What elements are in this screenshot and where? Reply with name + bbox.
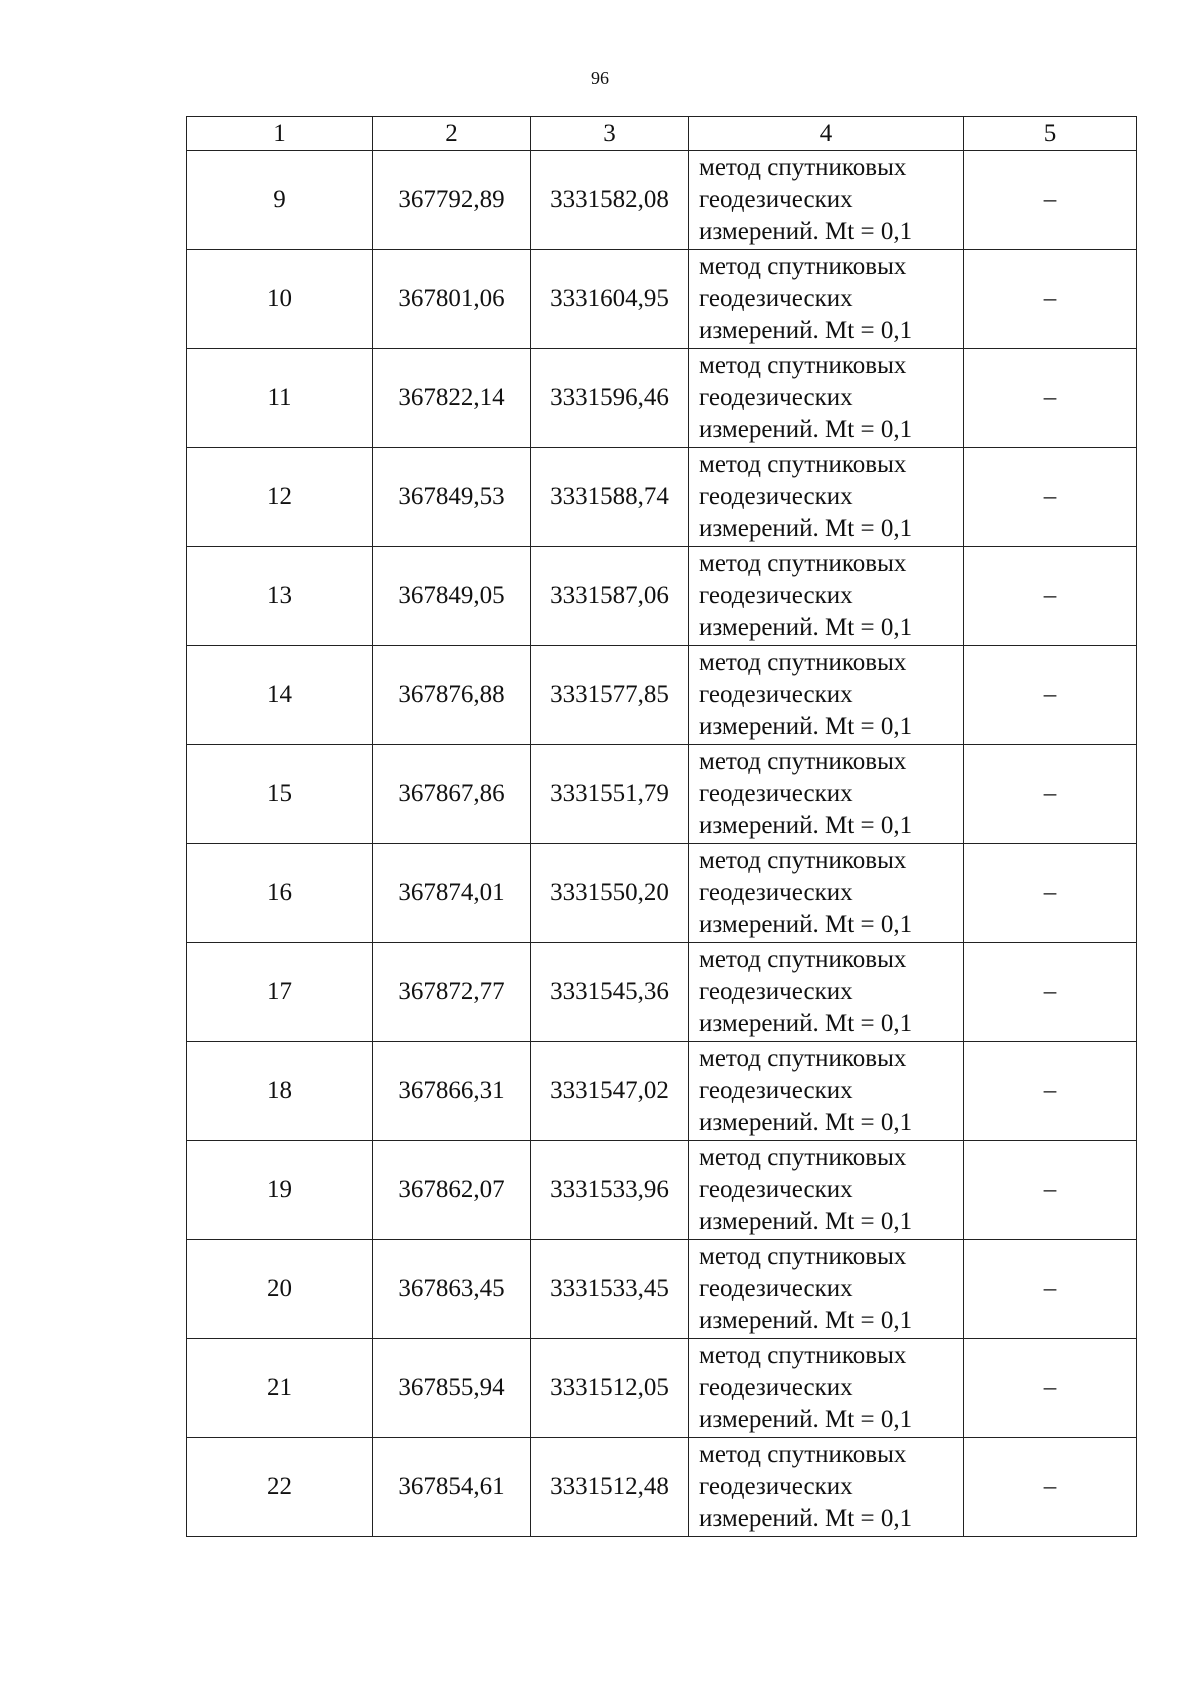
method-text-line: геодезических [699,1176,853,1203]
point-number-cell: 16 [187,844,373,943]
method-cell [689,844,964,943]
y-coordinate-cell: 3331551,79 [531,745,689,844]
method-text-line: геодезических [699,681,853,708]
note-cell: – [964,1339,1137,1438]
coordinates-table [186,116,1137,1537]
method-text-line: метод спутниковых [699,352,907,379]
column-header-3: 3 [531,117,689,151]
method-text-line: измерений. Mt = 0,1 [699,812,913,839]
method-cell [689,151,964,250]
x-coordinate-cell: 367863,45 [373,1240,531,1339]
method-cell [689,1438,964,1537]
point-number-cell: 18 [187,1042,373,1141]
method-text-line: измерений. Mt = 0,1 [699,1307,913,1334]
method-text-line: измерений. Mt = 0,1 [699,1208,913,1235]
point-number-cell: 10 [187,250,373,349]
method-text-line: метод спутниковых [699,451,907,478]
x-coordinate-cell: 367849,53 [373,448,531,547]
point-number-cell: 21 [187,1339,373,1438]
method-cell [689,1042,964,1141]
method-text-line: метод спутниковых [699,154,907,181]
page-number: 96 [591,68,609,88]
x-coordinate-cell: 367801,06 [373,250,531,349]
note-cell: – [964,1240,1137,1339]
column-header-5: 5 [964,117,1137,151]
method-text-line: метод спутниковых [699,748,907,775]
method-text-line: метод спутниковых [699,1243,907,1270]
point-number-cell: 14 [187,646,373,745]
table-row [187,1339,1137,1438]
point-number-cell: 22 [187,1438,373,1537]
note-cell: – [964,844,1137,943]
y-coordinate-cell: 3331547,02 [531,1042,689,1141]
x-coordinate-cell: 367822,14 [373,349,531,448]
method-cell [689,1240,964,1339]
method-text-line: измерений. Mt = 0,1 [699,317,913,344]
note-cell: – [964,943,1137,1042]
method-cell [689,943,964,1042]
method-text-line: геодезических [699,1077,853,1104]
point-number-cell: 20 [187,1240,373,1339]
note-cell: – [964,1438,1137,1537]
table-row [187,844,1137,943]
method-text-line: метод спутниковых [699,1441,907,1468]
x-coordinate-cell: 367876,88 [373,646,531,745]
note-cell: – [964,151,1137,250]
x-coordinate-cell: 367872,77 [373,943,531,1042]
method-cell [689,547,964,646]
y-coordinate-cell: 3331587,06 [531,547,689,646]
method-text-line: геодезических [699,285,853,312]
x-coordinate-cell: 367874,01 [373,844,531,943]
column-header-1: 1 [187,117,373,151]
column-header-2: 2 [373,117,531,151]
method-cell [689,745,964,844]
note-cell: – [964,745,1137,844]
method-cell [689,1339,964,1438]
method-text-line: геодезических [699,978,853,1005]
method-text-line: геодезических [699,186,853,213]
table-row [187,1141,1137,1240]
note-cell: – [964,1141,1137,1240]
method-text-line: геодезических [699,582,853,609]
note-cell: – [964,646,1137,745]
x-coordinate-cell: 367862,07 [373,1141,531,1240]
method-text-line: метод спутниковых [699,847,907,874]
table-row [187,646,1137,745]
method-text-line: метод спутниковых [699,649,907,676]
y-coordinate-cell: 3331533,96 [531,1141,689,1240]
header-row [187,117,1137,151]
method-text-line: измерений. Mt = 0,1 [699,713,913,740]
method-text-line: геодезических [699,1473,853,1500]
method-text-line: метод спутниковых [699,253,907,280]
table-row [187,1240,1137,1339]
method-text-line: геодезических [699,483,853,510]
method-text-line: измерений. Mt = 0,1 [699,614,913,641]
method-text-line: геодезических [699,384,853,411]
method-text-line: измерений. Mt = 0,1 [699,1109,913,1136]
method-text-line: измерений. Mt = 0,1 [699,515,913,542]
method-text-line: измерений. Mt = 0,1 [699,1505,913,1532]
y-coordinate-cell: 3331512,48 [531,1438,689,1537]
y-coordinate-cell: 3331582,08 [531,151,689,250]
x-coordinate-cell: 367792,89 [373,151,531,250]
method-text-line: метод спутниковых [699,1045,907,1072]
point-number-cell: 19 [187,1141,373,1240]
table-row [187,349,1137,448]
note-cell: – [964,250,1137,349]
y-coordinate-cell: 3331545,36 [531,943,689,1042]
method-cell [689,1141,964,1240]
note-cell: – [964,349,1137,448]
table-row [187,1438,1137,1537]
table-row [187,943,1137,1042]
method-text-line: измерений. Mt = 0,1 [699,416,913,443]
point-number-cell: 13 [187,547,373,646]
method-text-line: метод спутниковых [699,946,907,973]
point-number-cell: 12 [187,448,373,547]
table-row [187,250,1137,349]
method-text-line: измерений. Mt = 0,1 [699,1010,913,1037]
y-coordinate-cell: 3331533,45 [531,1240,689,1339]
method-text-line: геодезических [699,780,853,807]
x-coordinate-cell: 367866,31 [373,1042,531,1141]
method-text-line: метод спутниковых [699,1342,907,1369]
note-cell: – [964,1042,1137,1141]
method-cell [689,448,964,547]
method-text-line: измерений. Mt = 0,1 [699,218,913,245]
note-cell: – [964,448,1137,547]
method-text-line: измерений. Mt = 0,1 [699,1406,913,1433]
method-cell [689,250,964,349]
y-coordinate-cell: 3331604,95 [531,250,689,349]
table-row [187,745,1137,844]
x-coordinate-cell: 367849,05 [373,547,531,646]
y-coordinate-cell: 3331577,85 [531,646,689,745]
method-text-line: метод спутниковых [699,1144,907,1171]
y-coordinate-cell: 3331512,05 [531,1339,689,1438]
method-text-line: метод спутниковых [699,550,907,577]
method-text-line: геодезических [699,879,853,906]
y-coordinate-cell: 3331596,46 [531,349,689,448]
y-coordinate-cell: 3331588,74 [531,448,689,547]
table-body [187,151,1137,1537]
point-number-cell: 9 [187,151,373,250]
point-number-cell: 11 [187,349,373,448]
column-header-4: 4 [689,117,964,151]
method-cell [689,349,964,448]
x-coordinate-cell: 367854,61 [373,1438,531,1537]
table-row [187,448,1137,547]
table-row [187,151,1137,250]
y-coordinate-cell: 3331550,20 [531,844,689,943]
point-number-cell: 17 [187,943,373,1042]
table-row [187,547,1137,646]
note-cell: – [964,547,1137,646]
point-number-cell: 15 [187,745,373,844]
x-coordinate-cell: 367867,86 [373,745,531,844]
method-cell [689,646,964,745]
method-text-line: измерений. Mt = 0,1 [699,911,913,938]
table-row [187,1042,1137,1141]
method-text-line: геодезических [699,1275,853,1302]
method-text-line: геодезических [699,1374,853,1401]
x-coordinate-cell: 367855,94 [373,1339,531,1438]
